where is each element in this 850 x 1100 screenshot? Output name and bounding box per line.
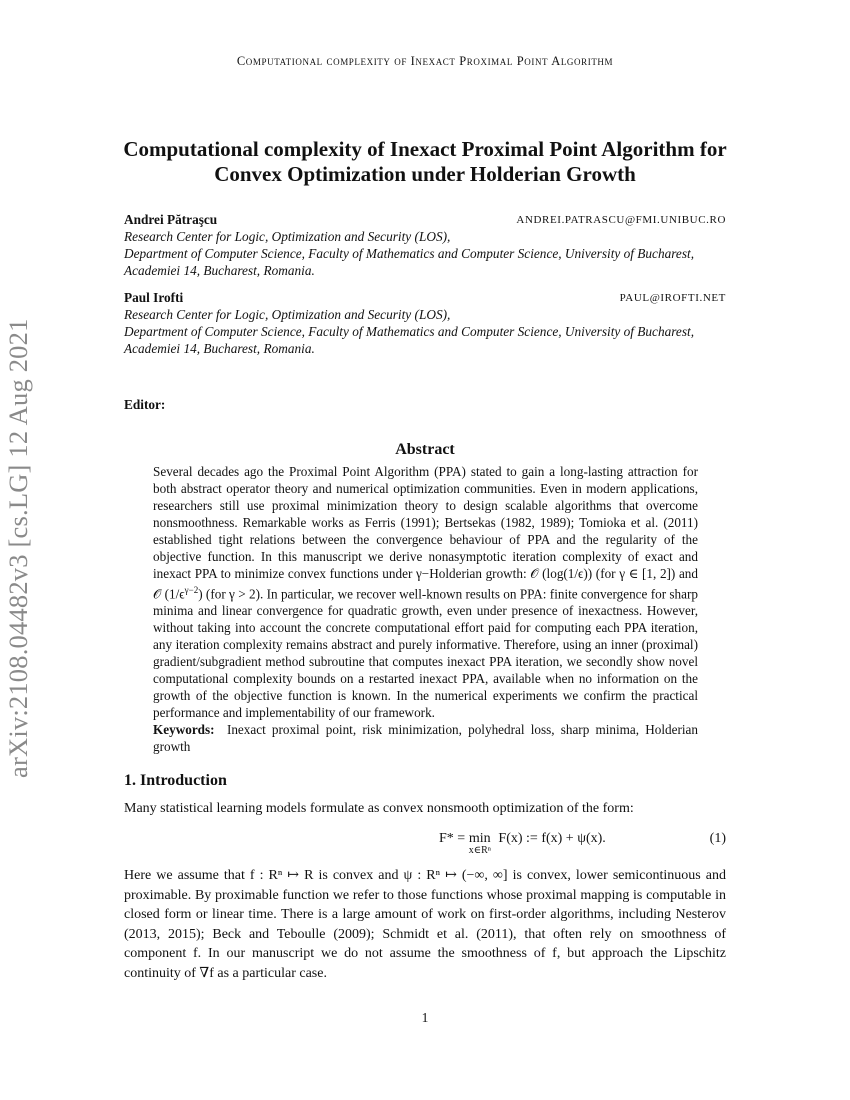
equation-number: (1): [709, 831, 726, 846]
section-heading: 1. Introduction: [124, 772, 227, 789]
author-email: PAUL@IROFTI.NET: [619, 292, 726, 304]
author-affiliation: Academiei 14, Bucharest, Romania.: [124, 263, 315, 278]
author-affiliation: Department of Computer Science, Faculty of Mathematics and Computer Science, University of Bucharest,: [124, 324, 695, 339]
abstract-body: [153, 463, 698, 755]
equation-min-op: min: [468, 831, 491, 846]
keywords-label: Keywords:: [153, 722, 215, 738]
author-block-1: [124, 211, 726, 279]
author-affiliation: Department of Computer Science, Faculty of Mathematics and Computer Science, University of Bucharest,: [124, 246, 695, 261]
keywords-text: Inexact proximal point, risk minimization, polyhedral loss, sharp minima, Holderian growth: [153, 722, 698, 755]
author-affiliation: Academiei 14, Bucharest, Romania.: [124, 341, 315, 356]
author-name: Paul Irofti: [124, 290, 184, 305]
abstract-heading: Abstract: [395, 441, 455, 458]
keywords: [153, 721, 698, 755]
equation-1: [124, 831, 726, 863]
author-affiliation: Research Center for Logic, Optimization and Security (LOS),: [124, 229, 451, 244]
equation-min: [469, 831, 491, 856]
equation-lhs: F* =: [439, 831, 469, 846]
equation-min-sub: x∈Rⁿ: [468, 845, 491, 856]
abstract-text-part2: ) (for γ > 2). In particular, we recover well-known results on PPA: finite convergence for sharp minima and linear convergence for quadratic growth, even under presence of inexactness. However, without taking into account the concrete computational effort paid for computing each PPA iteration, any iteration complexity remains abstract and purely informative. Therefore, using an inner (proximal) gradient/subgradient method subroutine that computes inexact PPA iteration, we secondly show novel computational complexity bounds on a restarted inexact PPA, available when no information on the growth of the objective function is known. In the numerical experiments we confirm the practical performance and implementability of our framework.: [153, 586, 698, 721]
abstract-exponent: γ−2: [184, 585, 199, 595]
author-name: Andrei Pătraşcu: [124, 212, 218, 227]
paragraph: Here we assume that f : Rⁿ ↦ R is convex and ψ : Rⁿ ↦ (−∞, ∞] is convex, lower semicontinuous and proximable. By proximable function we refer to those functions whose proximal mapping is computable in closed form or linear time. There is a large amount of work on first-order algorithms, including Nesterov (2013, 2015); Beck and Teboulle (2009); Schmidt et al. (2011), that often rely on smoothness of component f. In our manuscript we do not assume the smoothness of f, but approach the Lipschitz continuity of ∇f as a particular case.: [124, 868, 726, 981]
page-number: 1: [421, 1010, 429, 1025]
abstract-text: [153, 463, 698, 721]
equation-content: [439, 831, 606, 856]
paragraph: Many statistical learning models formulate as convex nonsmooth optimization of the form:: [124, 801, 634, 816]
editor-label: Editor:: [124, 397, 166, 412]
author-email: ANDREI.PATRASCU@FMI.UNIBUC.RO: [516, 214, 726, 226]
author-affiliation: Research Center for Logic, Optimization and Security (LOS),: [124, 307, 451, 322]
author-block-2: [124, 289, 726, 357]
equation-rhs: F(x) := f(x) + ψ(x).: [498, 831, 606, 846]
running-head: Computational complexity of Inexact Proximal Point Algorithm: [236, 54, 614, 68]
arxiv-stamp: arXiv:2108.04482v3 [cs.LG] 12 Aug 2021: [3, 318, 33, 778]
abstract-text-part1: Several decades ago the Proximal Point Algorithm (PPA) stated to gain a long-lasting attraction for both abstract operator theory and numerical optimization communities. Even in modern applications, researchers still use proximal minimization theory to design scalable algorithms that overcome nonsmoothness. Remarkable works as Ferris (1991); Bertsekas (1982, 1989); Tomioka et al. (2011) established tight relations between the convergence behaviour of PPA and the regularity of the objective function. In this manuscript we derive nonasymptotic iteration complexity of exact and inexact PPA to minimize convex functions under γ−Holderian growth: 𝒪 (log(1/ϵ)) (for γ ∈ [1, 2]) and 𝒪 (1/ϵ: [153, 464, 698, 602]
paper-title: Computational complexity of Inexact Proximal Point Algorithm for Convex Optimization under Holderian Growth: [123, 137, 727, 186]
